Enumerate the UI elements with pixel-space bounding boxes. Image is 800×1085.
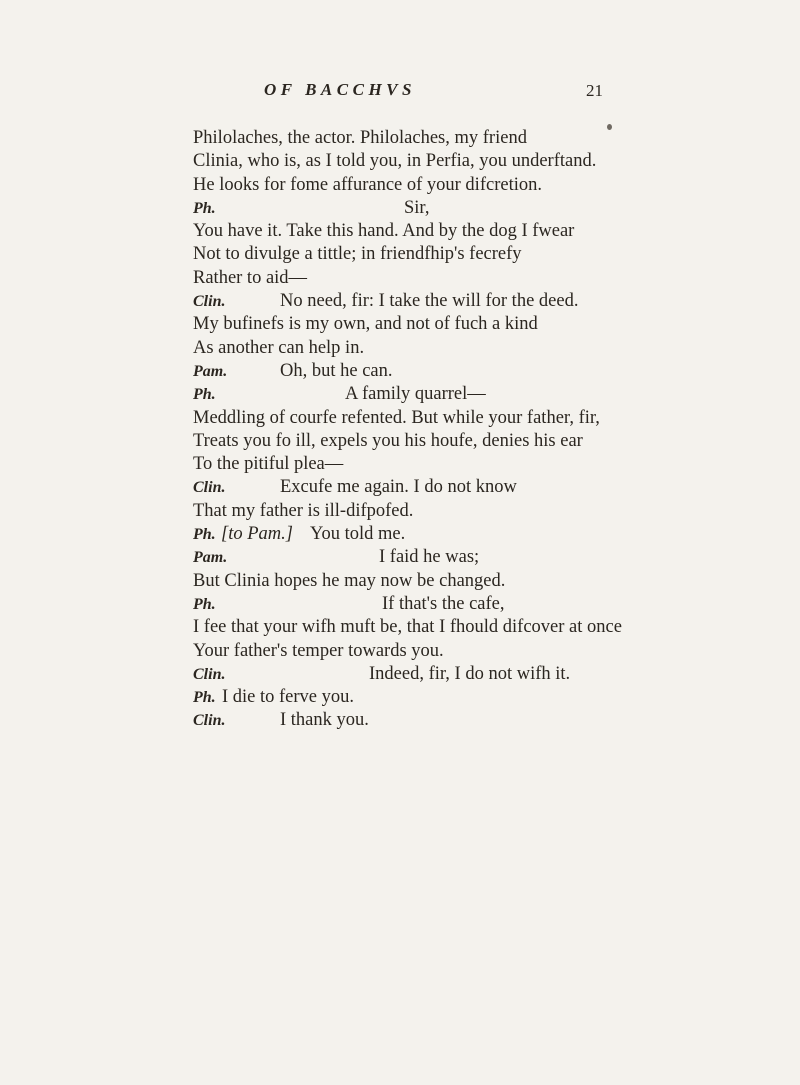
text-line: [193, 174, 623, 197]
line-text: A family quarrel—: [345, 384, 486, 405]
speaker-name: Pam.: [193, 549, 228, 567]
text-line: [193, 150, 623, 173]
text-line: [193, 523, 623, 546]
line-text: Excufe me again. I do not know: [280, 477, 517, 498]
speaker-name: Ph.: [193, 526, 216, 544]
text-line: [193, 243, 623, 266]
text-line: [193, 430, 623, 453]
line-text: Not to divulge a tittle; in friendfhip's fecrefy: [193, 244, 522, 265]
line-text: I die to ferve you.: [222, 687, 355, 708]
line-text: You told me.: [310, 524, 406, 545]
text-line: [193, 407, 623, 430]
line-text: Treats you fo ill, expels you his houfe, denies his ear: [193, 430, 583, 451]
text-line: [193, 546, 623, 569]
text-line: [193, 500, 623, 523]
line-text: Clinia, who is, as I told you, in Perfia, you underftand.: [193, 151, 597, 172]
speaker-name: Clin.: [193, 293, 226, 311]
dialogue-text: [193, 127, 623, 733]
text-line: [193, 360, 623, 383]
line-text: Meddling of courfe refented. But while your father, fir,: [193, 407, 600, 428]
speaker-name: Clin.: [193, 712, 226, 730]
line-text: He looks for fome affurance of your difcretion.: [193, 174, 542, 195]
line-text: Rather to aid—: [193, 267, 308, 288]
line-text: Philolaches, the actor. Philolaches, my friend: [193, 128, 527, 148]
text-line: [193, 267, 623, 290]
line-text: Your father's temper towards you.: [193, 640, 444, 661]
text-line: [193, 453, 623, 476]
text-line: [193, 640, 623, 663]
stage-direction: [to Pam.]: [221, 524, 293, 545]
line-text: To the pitiful plea—: [193, 454, 344, 475]
running-title: OF BACCHVS: [264, 80, 416, 99]
text-line: [193, 709, 623, 732]
text-line: [193, 337, 623, 360]
text-line: [193, 476, 623, 499]
text-line: [193, 290, 623, 313]
line-text: You have it. Take this hand. And by the dog I fwear: [193, 221, 575, 242]
line-text: I thank you.: [280, 710, 369, 731]
text-line: [193, 616, 623, 639]
text-line: [193, 313, 623, 336]
page-number: 21: [586, 81, 603, 100]
running-head: [0, 80, 800, 110]
text-line: [193, 197, 623, 220]
text-line: [193, 570, 623, 593]
line-text: No need, fir: I take the will for the deed.: [280, 291, 579, 312]
text-line: [193, 220, 623, 243]
speaker-name: Pam.: [193, 362, 228, 380]
speaker-name: Clin.: [193, 665, 226, 683]
line-text: But Clinia hopes he may now be changed.: [193, 570, 506, 591]
text-line: [193, 127, 623, 150]
line-text: Sir,: [404, 197, 430, 218]
line-text: I fee that your wifh muft be, that I fhould difcover at once: [193, 617, 622, 638]
line-text: Oh, but he can.: [280, 360, 393, 381]
speaker-name: Ph.: [193, 595, 216, 613]
line-text: If that's the cafe,: [382, 593, 505, 614]
line-text: That my father is ill-difpofed.: [193, 500, 414, 521]
text-line: [193, 663, 623, 686]
text-line: [193, 383, 623, 406]
speaker-name: Ph.: [193, 386, 216, 404]
line-text: I faid he was;: [379, 547, 480, 568]
speaker-name: Ph.: [193, 199, 216, 217]
text-line: [193, 593, 623, 616]
speaker-name: Ph.: [193, 689, 216, 707]
line-text: My bufinefs is my own, and not of fuch a kind: [193, 314, 538, 335]
speaker-name: Clin.: [193, 479, 226, 497]
line-text: Indeed, fir, I do not wifh it.: [369, 663, 571, 684]
text-line: [193, 686, 623, 709]
line-text: As another can help in.: [193, 337, 365, 358]
